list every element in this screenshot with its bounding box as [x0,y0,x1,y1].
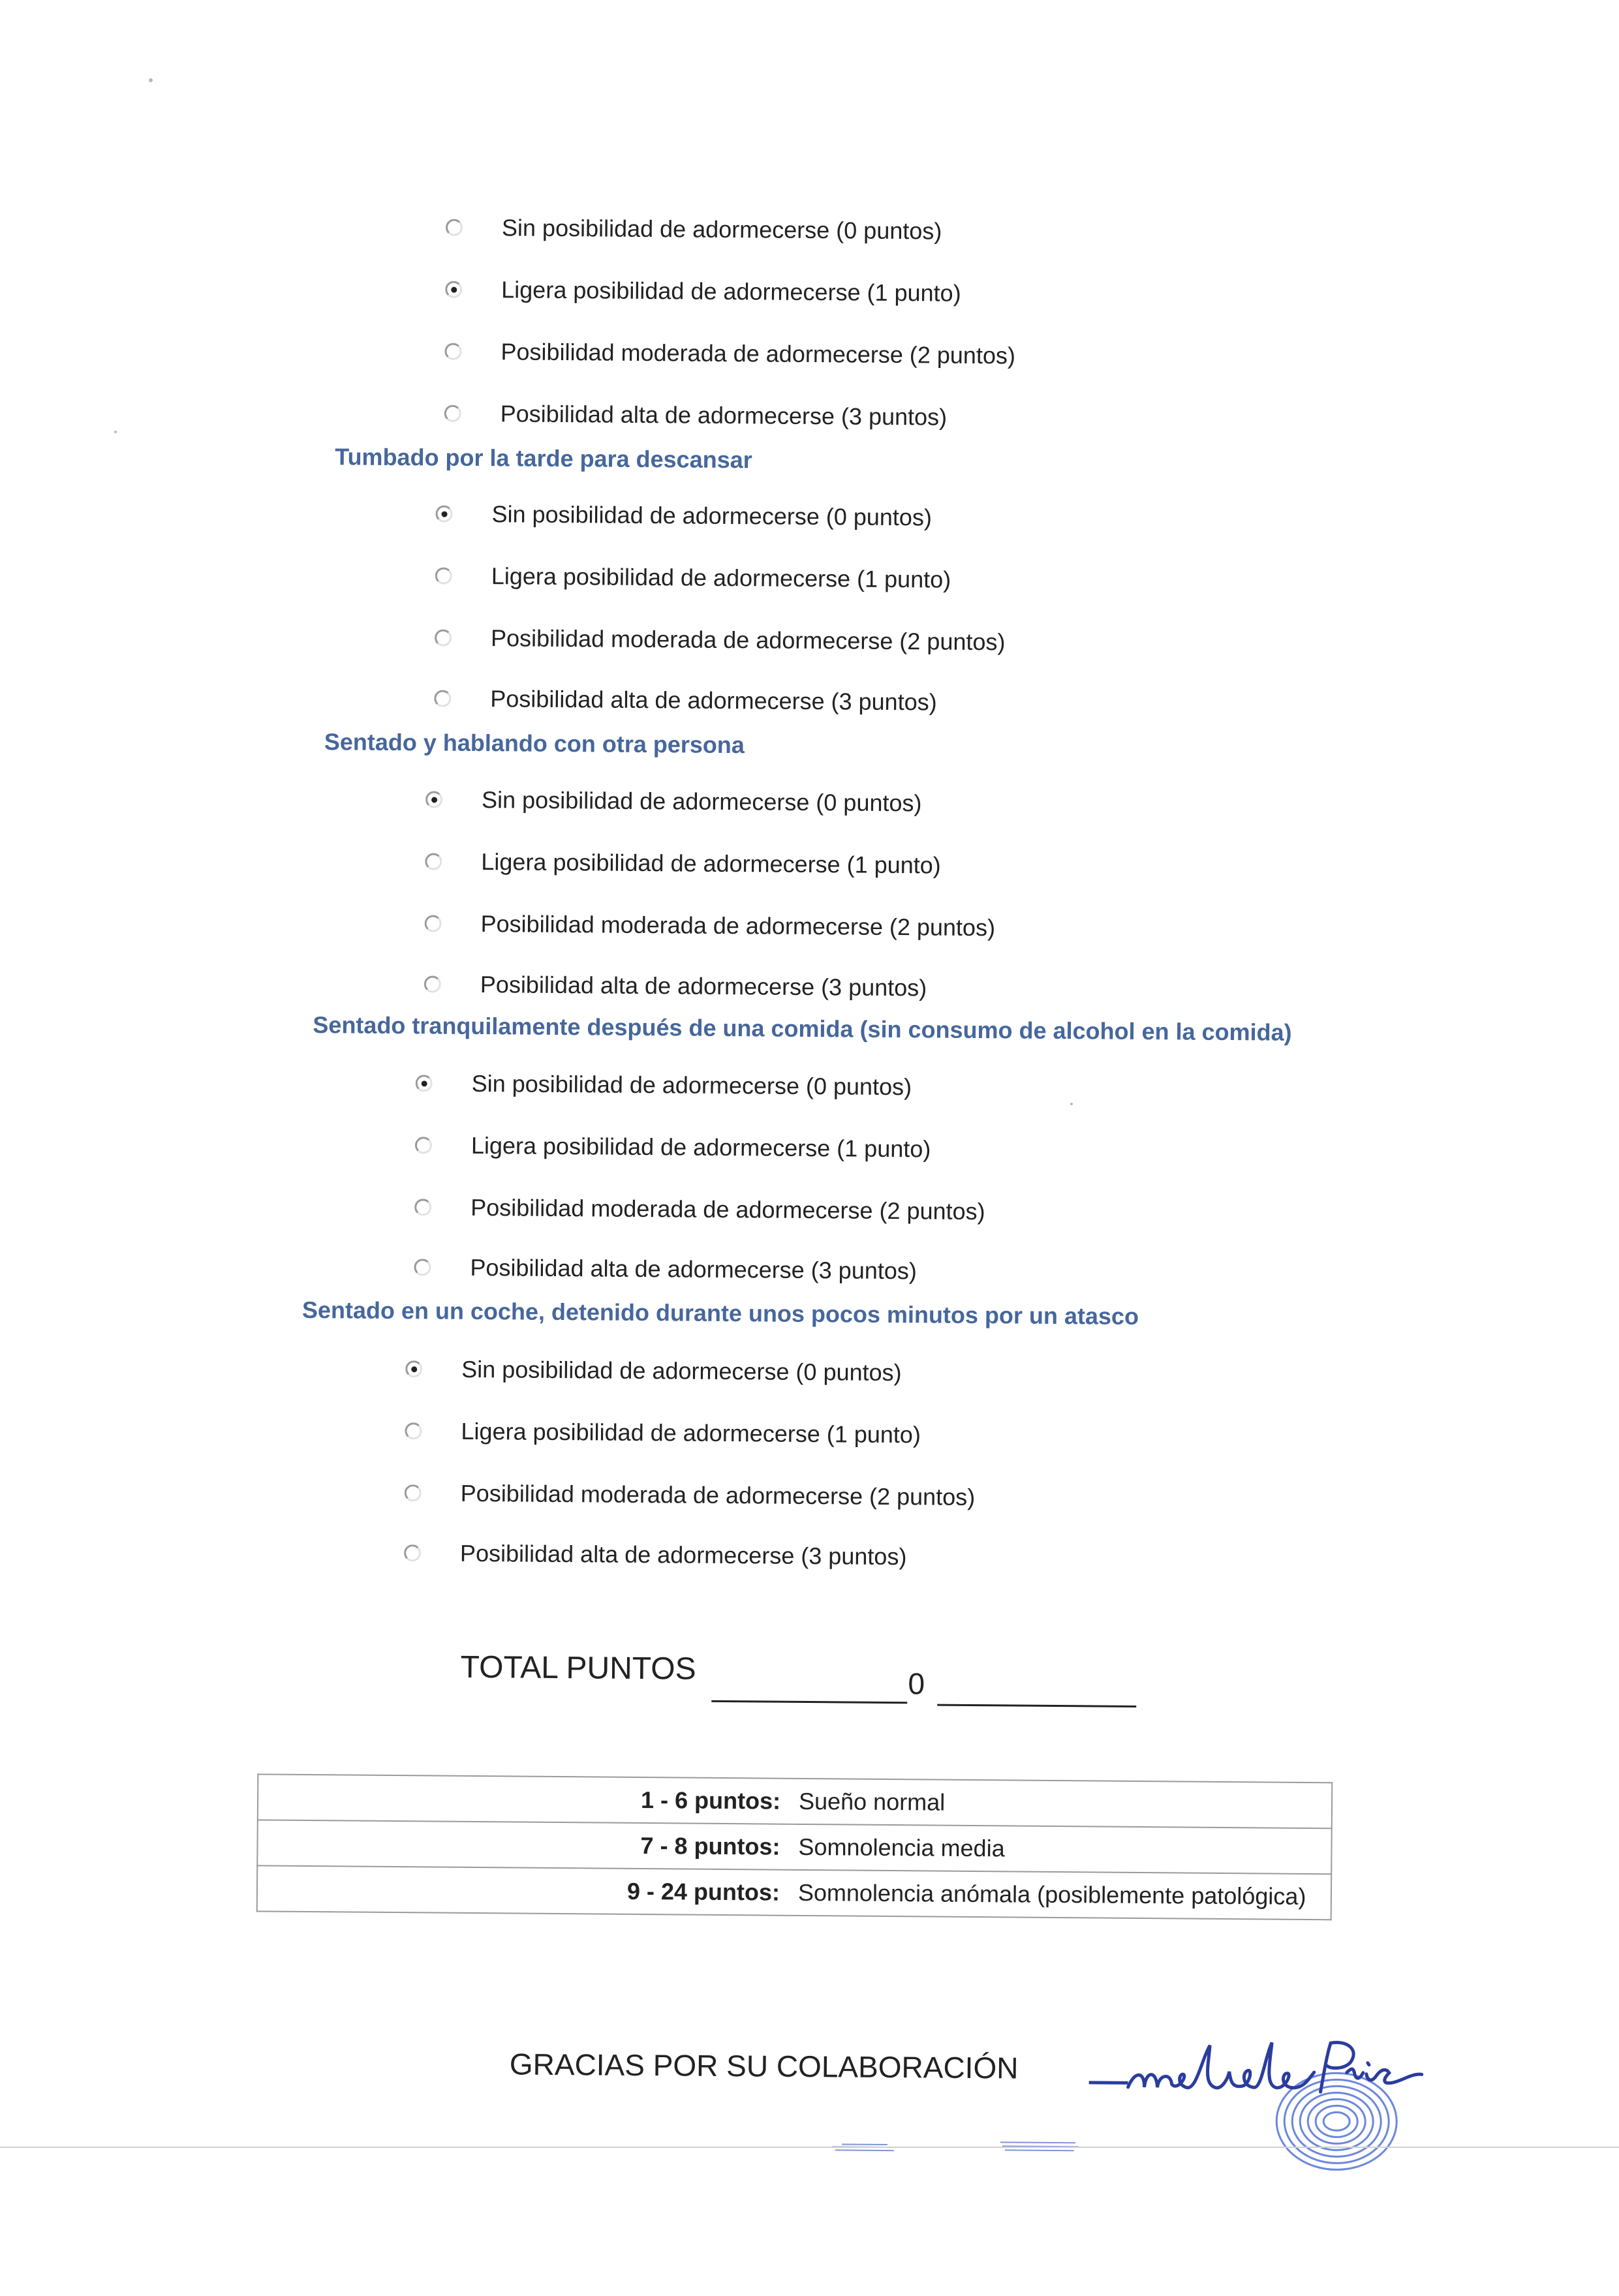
question-title: Sentado tranquilamente después de una comida (sin consumo de alcohol en la comida) [313,1011,1292,1046]
total-underline-right [937,1704,1136,1707]
scan-speck [1070,1103,1073,1105]
radio-button[interactable] [425,915,442,932]
option-q1-0[interactable] [446,205,942,254]
radio-button[interactable] [425,853,442,870]
legend-row [257,1865,1331,1920]
option-label: Ligera posibilidad de adormecerse (1 punto) [491,562,951,593]
option-label: Sin posibilidad de adormecerse (0 puntos) [471,1069,912,1101]
question-title: Tumbado por la tarde para descansar [335,443,752,474]
total-underline-left [711,1700,907,1704]
radio-button[interactable] [435,629,452,646]
option-q4-3[interactable] [414,1244,917,1294]
question-1 [9,0,1619,431]
option-q1-2[interactable] [444,329,1015,379]
scan-speck [114,431,117,433]
option-label: Posibilidad alta de adormecerse (3 puntos) [470,1253,917,1285]
legend-row [257,1820,1331,1874]
radio-button[interactable] [434,690,451,707]
option-q3-0[interactable] [425,776,922,826]
option-q2-0[interactable] [435,491,932,540]
score-legend-table [256,1773,1333,1920]
option-label: Posibilidad moderada de adormecerse (2 puntos) [470,1193,985,1225]
radio-button[interactable] [444,343,461,360]
option-q2-3[interactable] [434,675,937,725]
option-q5-0[interactable] [405,1346,902,1396]
option-label: Posibilidad moderada de adormecerse (2 puntos) [501,338,1016,369]
option-q5-2[interactable] [404,1470,975,1520]
scan-speck [149,78,153,82]
page-edge-line [0,2147,1619,2148]
option-q1-1[interactable] [445,267,961,316]
radio-button[interactable] [405,1422,422,1439]
question-title: Sentado y hablando con otra persona [324,728,745,759]
radio-button-selected[interactable] [425,791,442,808]
legend-range: 7 - 8 puntos: [257,1820,792,1869]
option-q5-3[interactable] [404,1530,907,1580]
legend-range: 1 - 6 puntos: [258,1774,793,1824]
option-q3-1[interactable] [425,838,941,888]
option-label: Ligera posibilidad de adormecerse (1 punto) [501,276,961,307]
legend-desc: Sueño normal [792,1779,1333,1828]
option-label: Posibilidad moderada de adormecerse (2 puntos) [460,1479,976,1511]
option-q1-3[interactable] [444,391,947,440]
radio-button[interactable] [414,1259,431,1276]
option-label: Posibilidad moderada de adormecerse (2 puntos) [490,624,1006,656]
option-label: Ligera posibilidad de adormecerse (1 punto) [461,1417,921,1448]
option-label: Sin posibilidad de adormecerse (0 puntos) [461,1355,902,1386]
option-q2-2[interactable] [435,615,1006,665]
ink-smudge [829,2141,901,2155]
option-q4-2[interactable] [414,1184,985,1234]
option-q2-1[interactable] [435,553,951,602]
legend-desc: Somnolencia anómala (posiblemente patológica) [792,1870,1332,1920]
radio-button[interactable] [446,219,463,236]
signature [1124,2032,1451,2106]
legend-desc: Somnolencia media [792,1824,1332,1874]
option-label: Ligera posibilidad de adormecerse (1 punto) [481,848,941,879]
legend-range: 9 - 24 puntos: [257,1865,792,1915]
radio-button[interactable] [435,567,452,584]
thanks-text: GRACIAS POR SU COLABORACIÓN [509,2047,1019,2085]
radio-button[interactable] [405,1484,422,1501]
radio-button[interactable] [414,1199,431,1216]
question-2 [9,0,1619,716]
option-label: Sin posibilidad de adormecerse (0 puntos) [501,214,942,245]
radio-button-selected[interactable] [435,505,452,522]
option-q3-2[interactable] [424,900,995,951]
signature-dash [1089,2081,1128,2084]
radio-button[interactable] [424,975,441,992]
legend-row [258,1774,1332,1828]
radio-button[interactable] [444,405,461,422]
option-label: Posibilidad moderada de adormecerse (2 puntos) [480,910,996,941]
radio-button[interactable] [415,1137,432,1154]
radio-button-selected[interactable] [445,281,462,298]
option-label: Ligera posibilidad de adormecerse (1 punto) [470,1131,931,1163]
radio-button-selected[interactable] [405,1360,422,1377]
option-q5-1[interactable] [405,1408,921,1458]
radio-button-selected[interactable] [416,1075,433,1092]
total-value[interactable]: 0 [908,1666,925,1701]
option-label: Posibilidad alta de adormecerse (3 puntos) [490,685,937,716]
radio-button[interactable] [404,1544,421,1561]
option-label: Posibilidad alta de adormecerse (3 puntos) [459,1539,907,1570]
question-title: Sentado en un coche, detenido durante unos pocos minutos por un atasco [301,1296,1139,1330]
option-label: Posibilidad alta de adormecerse (3 puntos) [480,971,927,1002]
option-q4-1[interactable] [415,1122,931,1172]
option-label: Sin posibilidad de adormecerse (0 puntos) [481,786,922,817]
option-label: Posibilidad alta de adormecerse (3 puntos) [500,400,948,431]
option-label: Sin posibilidad de adormecerse (0 puntos) [491,500,933,531]
option-q3-3[interactable] [424,961,927,1011]
total-label: TOTAL PUNTOS [460,1649,696,1687]
option-q4-0[interactable] [415,1060,912,1110]
